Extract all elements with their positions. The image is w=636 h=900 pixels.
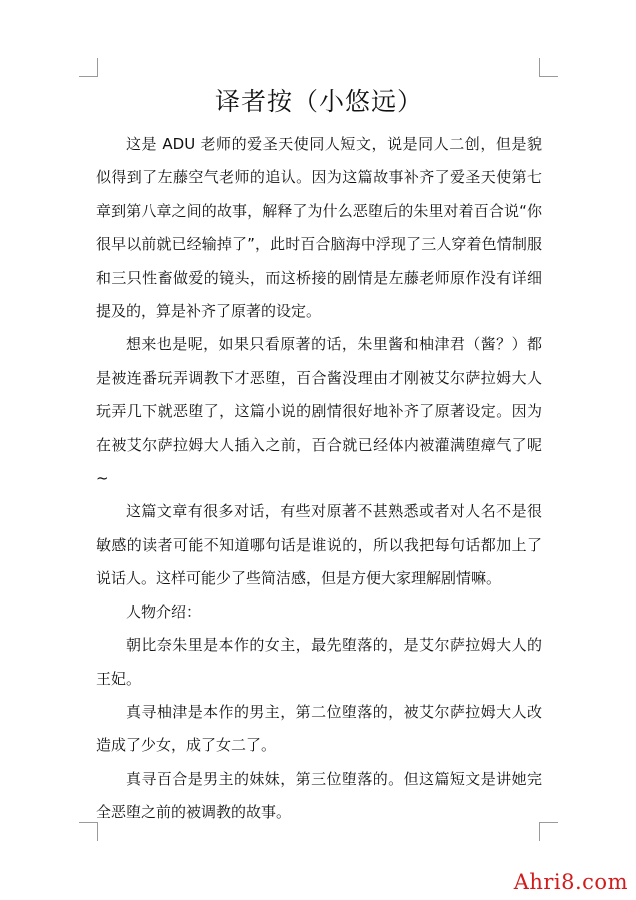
paragraph-character-heading: 人物介绍： xyxy=(126,602,202,621)
paragraph-dialogue-note: 这篇文章有很多对话，有些对原著不甚熟悉或者对人名不是很敏感的读者可能不知道哪句话是谁说的，所以我把每句话都加上了说话人。这样可能少了些简洁感，但是方便大家理解剧情嘛。 xyxy=(96,502,542,588)
paragraph-intro: 这是 ADU 老师的爱圣天使同人短文，说是同人二创，但是貌似得到了左藤空气老师的追认。因为这篇故事补齐了爱圣天使第七章到第八章之间的故事，解释了为什么恶堕后的朱里对着百合说“你很早以前就已经输掉了”，此时百合脑海中浮现了三人穿着色情制服和三只性畜做爱的镜头，而这桥接的剧情是左藤老师原作没有详细提及的，算是补齐了原著的设定。 xyxy=(96,135,542,321)
paragraph-character-yuzu: 真寻柚津是本作的男主，第二位堕落的，被艾尔萨拉姆大人改造成了少女，成了女二了。 xyxy=(96,702,542,755)
document-body xyxy=(96,128,542,830)
watermark: Ahri8.com xyxy=(513,870,628,894)
paragraph-character-akari: 朝比奈朱里是本作的女主，最先堕落的，是艾尔萨拉姆大人的王妃。 xyxy=(96,636,542,688)
corner-mark-top-right xyxy=(539,58,558,77)
paragraph-character-yuri: 真寻百合是男主的妹妹，第三位堕落的。但这篇短文是讲她完全恶堕之前的被调教的故事。 xyxy=(96,769,542,822)
paragraph-thoughts: 想来也是呢，如果只看原著的话，朱里酱和柚津君（酱？）都是被连番玩弄调教下才恶堕，百合酱没理由才刚被艾尔萨拉姆大人玩弄几下就恶堕了，这篇小说的剧情很好地补齐了原著设定。因为在被艾尔萨拉姆大人插入之前，百合就已经体内被灌满堕瘴气了呢~ xyxy=(96,335,542,488)
corner-mark-top-left xyxy=(79,58,98,77)
page-title: 译者按（小悠远） xyxy=(214,87,423,116)
